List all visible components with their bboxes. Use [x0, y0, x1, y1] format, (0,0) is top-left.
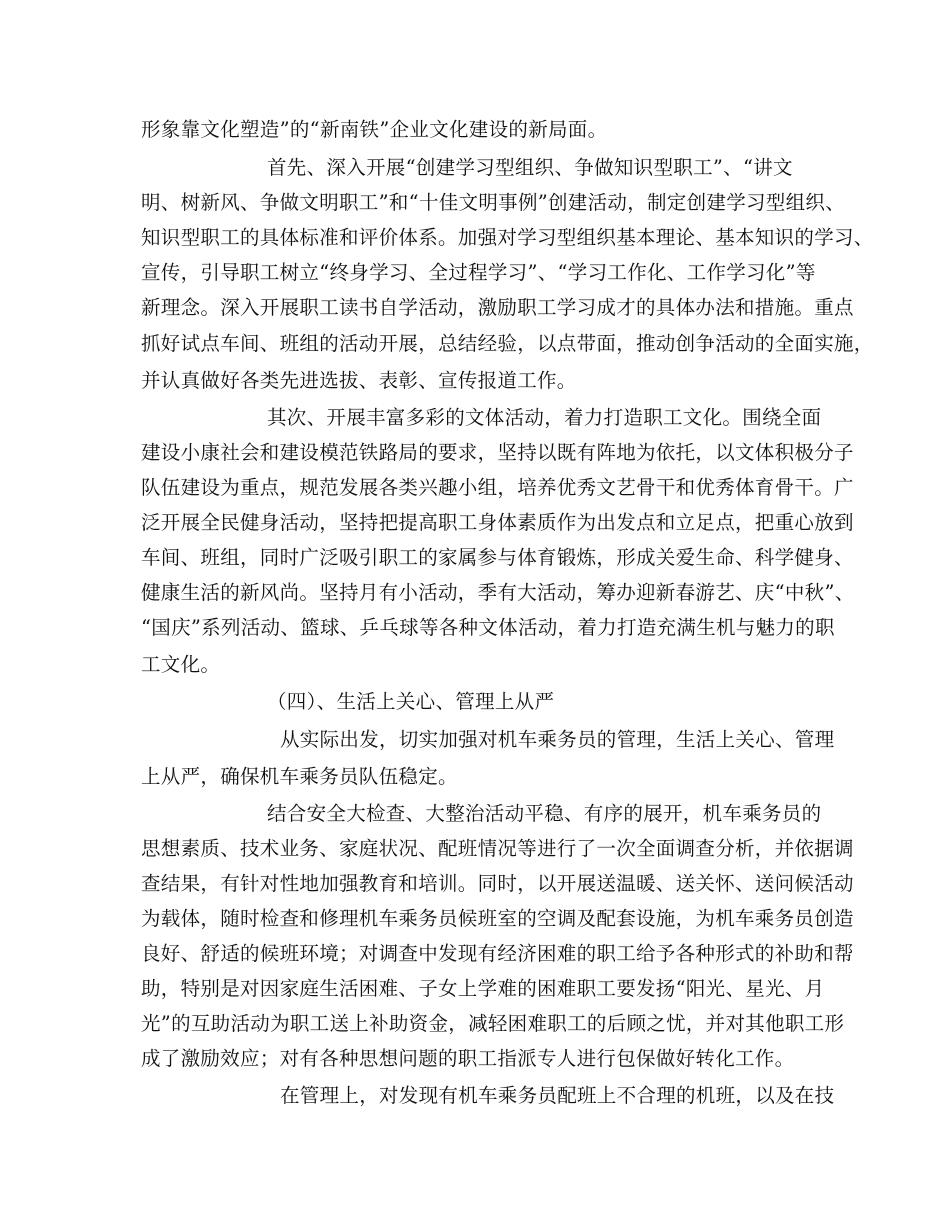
text-line: 光”的互助活动为职工送上补助资金，减轻困难职工的后顾之忧，并对其他职工形	[141, 1012, 845, 1035]
text-line: 队伍建设为重点，规范发展各类兴趣小组，培养优秀文艺骨干和优秀体育骨干。广	[141, 476, 854, 499]
paragraph-first-line: 结合安全大检查、大整治活动平稳、有序的展开，机车乘务员的	[267, 802, 822, 825]
text-line: 工文化。	[141, 653, 221, 676]
text-line: 思想素质、技术业务、家庭状况、配班情况等进行了一次全面调查分析，并依据调	[141, 837, 854, 860]
text-line: 良好、舒适的候班环境；对调查中发现有经济困难的职工给予各种形式的补助和帮	[141, 942, 854, 965]
paragraph-first-line: 其次、开展丰富多彩的文体活动，着力打造职工文化。围绕全面	[267, 406, 822, 429]
text-line: 并认真做好各类先进选拔、表彰、宣传报道工作。	[141, 369, 577, 392]
paragraph-first-line: 首先、深入开展“创建学习型组织、争做知识型职工”、“讲文	[267, 156, 793, 179]
text-line: 建设小康社会和建设模范铁路局的要求，坚持以既有阵地为依托，以文体积极分子	[141, 441, 854, 464]
text-line: 抓好试点车间、班组的活动开展，总结经验，以点带面，推动创争活动的全面实施，	[141, 332, 874, 355]
paragraph-first-line: 在管理上，对发现有机车乘务员配班上不合理的机班，以及在技	[280, 1084, 835, 1107]
text-line: 泛开展全民健身活动，坚持把提高职工身体素质作为出发点和立足点，把重心放到	[141, 511, 854, 534]
text-line: 明、树新风、争做文明职工”和“十佳文明事例”创建活动，制定创建学习型组织、	[141, 191, 846, 214]
text-line: 助，特别是对因家庭生活困难、子女上学难的困难职工要发扬“阳光、星光、月	[141, 977, 825, 1000]
text-line: 为载体，随时检查和修理机车乘务员候班室的空调及配套设施，为机车乘务员创造	[141, 907, 854, 930]
section-heading: （四）、生活上关心、管理上从严	[267, 690, 555, 713]
text-line: 上从严，确保机车乘务员队伍稳定。	[141, 765, 458, 788]
text-line: 知识型职工的具体标准和评价体系。加强对学习型组织基本理论、基本知识的学习、	[141, 226, 874, 249]
text-line: 新理念。深入开展职工读书自学活动，激励职工学习成才的具体办法和措施。重点	[141, 296, 854, 319]
text-line: 车间、班组，同时广泛吸引职工的家属参与体育锻炼，形成关爱生命、科学健身、	[141, 546, 854, 569]
text-line: 宣传，引导职工树立“终身学习、全过程学习”、“学习工作化、工作学习化”等	[141, 261, 816, 284]
text-line: 查结果，有针对性地加强教育和培训。同时，以开展送温暖、送关怀、送问候活动	[141, 872, 854, 895]
text-line: “国庆”系列活动、篮球、乒乓球等各种文体活动，着力打造充满生机与魅力的职	[141, 616, 835, 639]
text-line: 健康生活的新风尚。坚持月有小活动，季有大活动，筹办迎新春游艺、庆“中秋”、	[141, 581, 855, 604]
text-line: 成了激励效应；对有各种思想问题的职工指派专人进行包保做好转化工作。	[141, 1047, 795, 1070]
text-line: 形象靠文化塑造”的“新南铁”企业文化建设的新局面。	[141, 118, 608, 141]
paragraph-first-line: 从实际出发，切实加强对机车乘务员的管理，生活上关心、管理	[280, 728, 835, 751]
